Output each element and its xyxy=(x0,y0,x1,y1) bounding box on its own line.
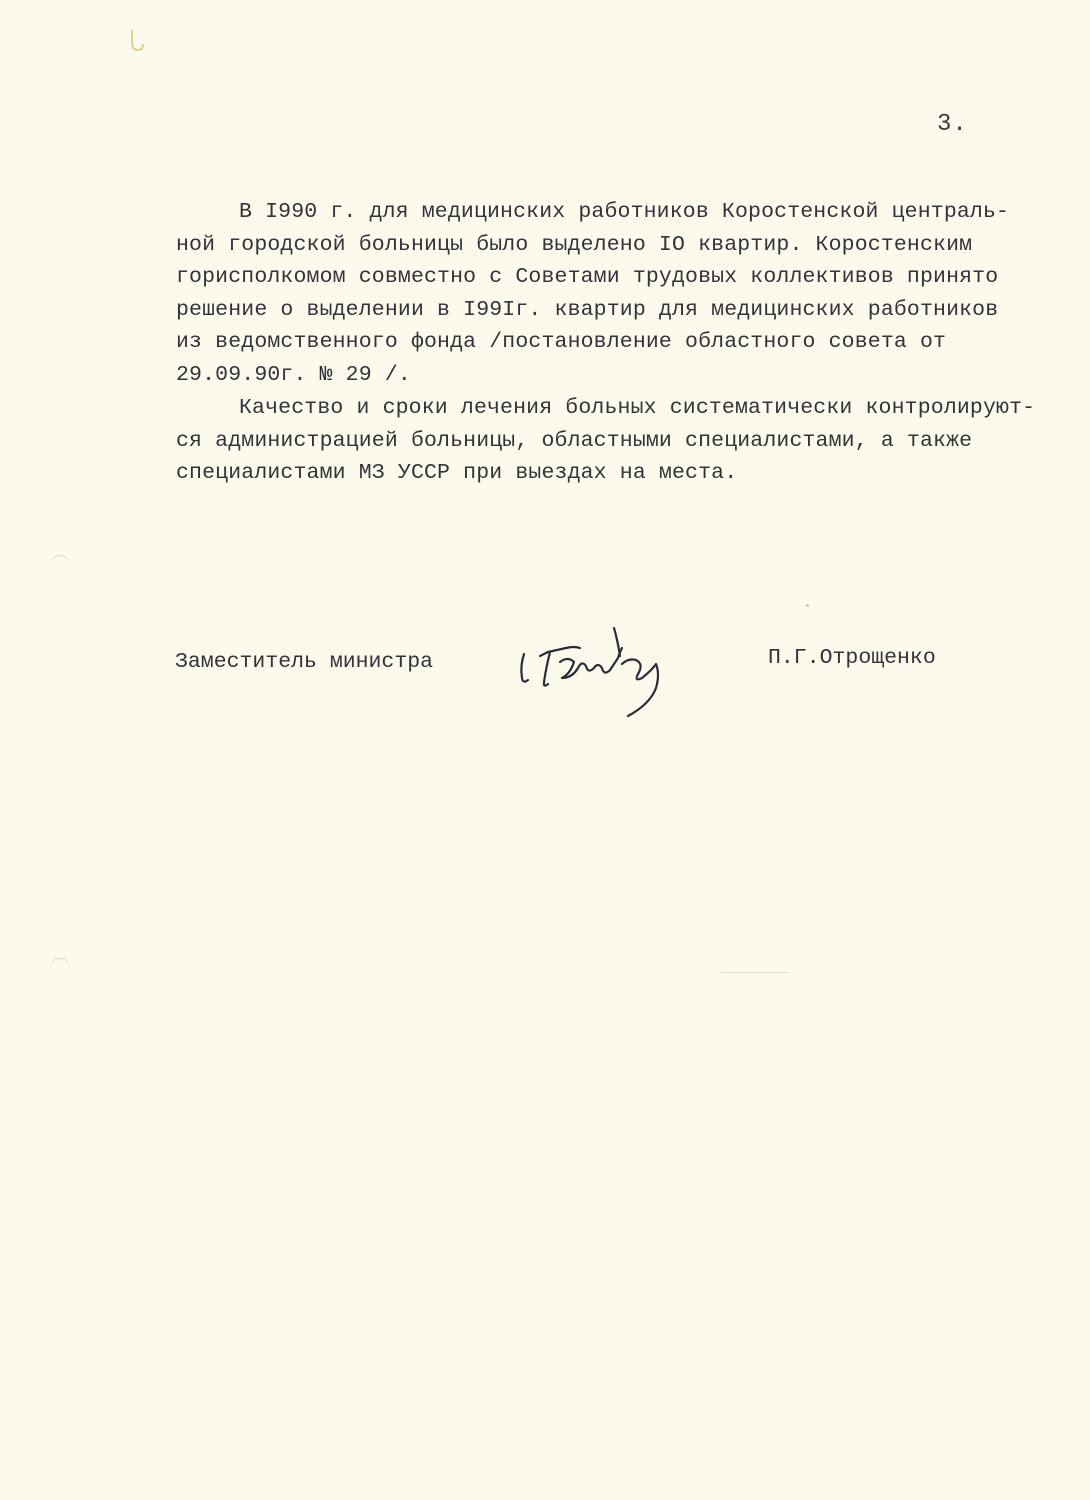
signer-position: Заместитель министра xyxy=(175,650,434,674)
text-line: 29.09.90г. № 29 /. xyxy=(176,362,411,387)
text-line: ся администрацией больницы, областными специалистами, а также xyxy=(176,428,973,453)
paragraph xyxy=(176,392,1036,490)
letter-body xyxy=(176,196,1036,490)
paragraph xyxy=(176,196,1036,391)
text-line: решение о выделении в I99Iг. квартир для медицинских работников xyxy=(176,297,999,322)
signer-name: П.Г.Отрощенко xyxy=(768,646,936,670)
text-line: специалистами МЗ УССР при выездах на места. xyxy=(176,461,738,485)
text-line: горисполкомом совместно с Советами трудовых коллективов принято xyxy=(176,265,999,289)
handwritten-signature xyxy=(510,608,680,718)
signature-block xyxy=(0,600,1090,730)
text-line: из ведомственного фонда /постановление областного совета от xyxy=(176,330,947,354)
staple-mark xyxy=(128,28,146,54)
text-line: ной городской больницы было выделено IO квартир. Коростенским xyxy=(176,232,973,257)
punch-hole-mark xyxy=(50,555,70,576)
punch-hole-mark xyxy=(50,958,70,979)
text-line: В I990 г. для медицинских работников Коростенской централь- xyxy=(239,200,1010,224)
text-line: Качество и сроки лечения больных систематически контролируют- xyxy=(239,396,1036,420)
paper-speck xyxy=(806,604,809,607)
paper-speck xyxy=(720,972,790,973)
page-number: 3. xyxy=(937,111,968,138)
